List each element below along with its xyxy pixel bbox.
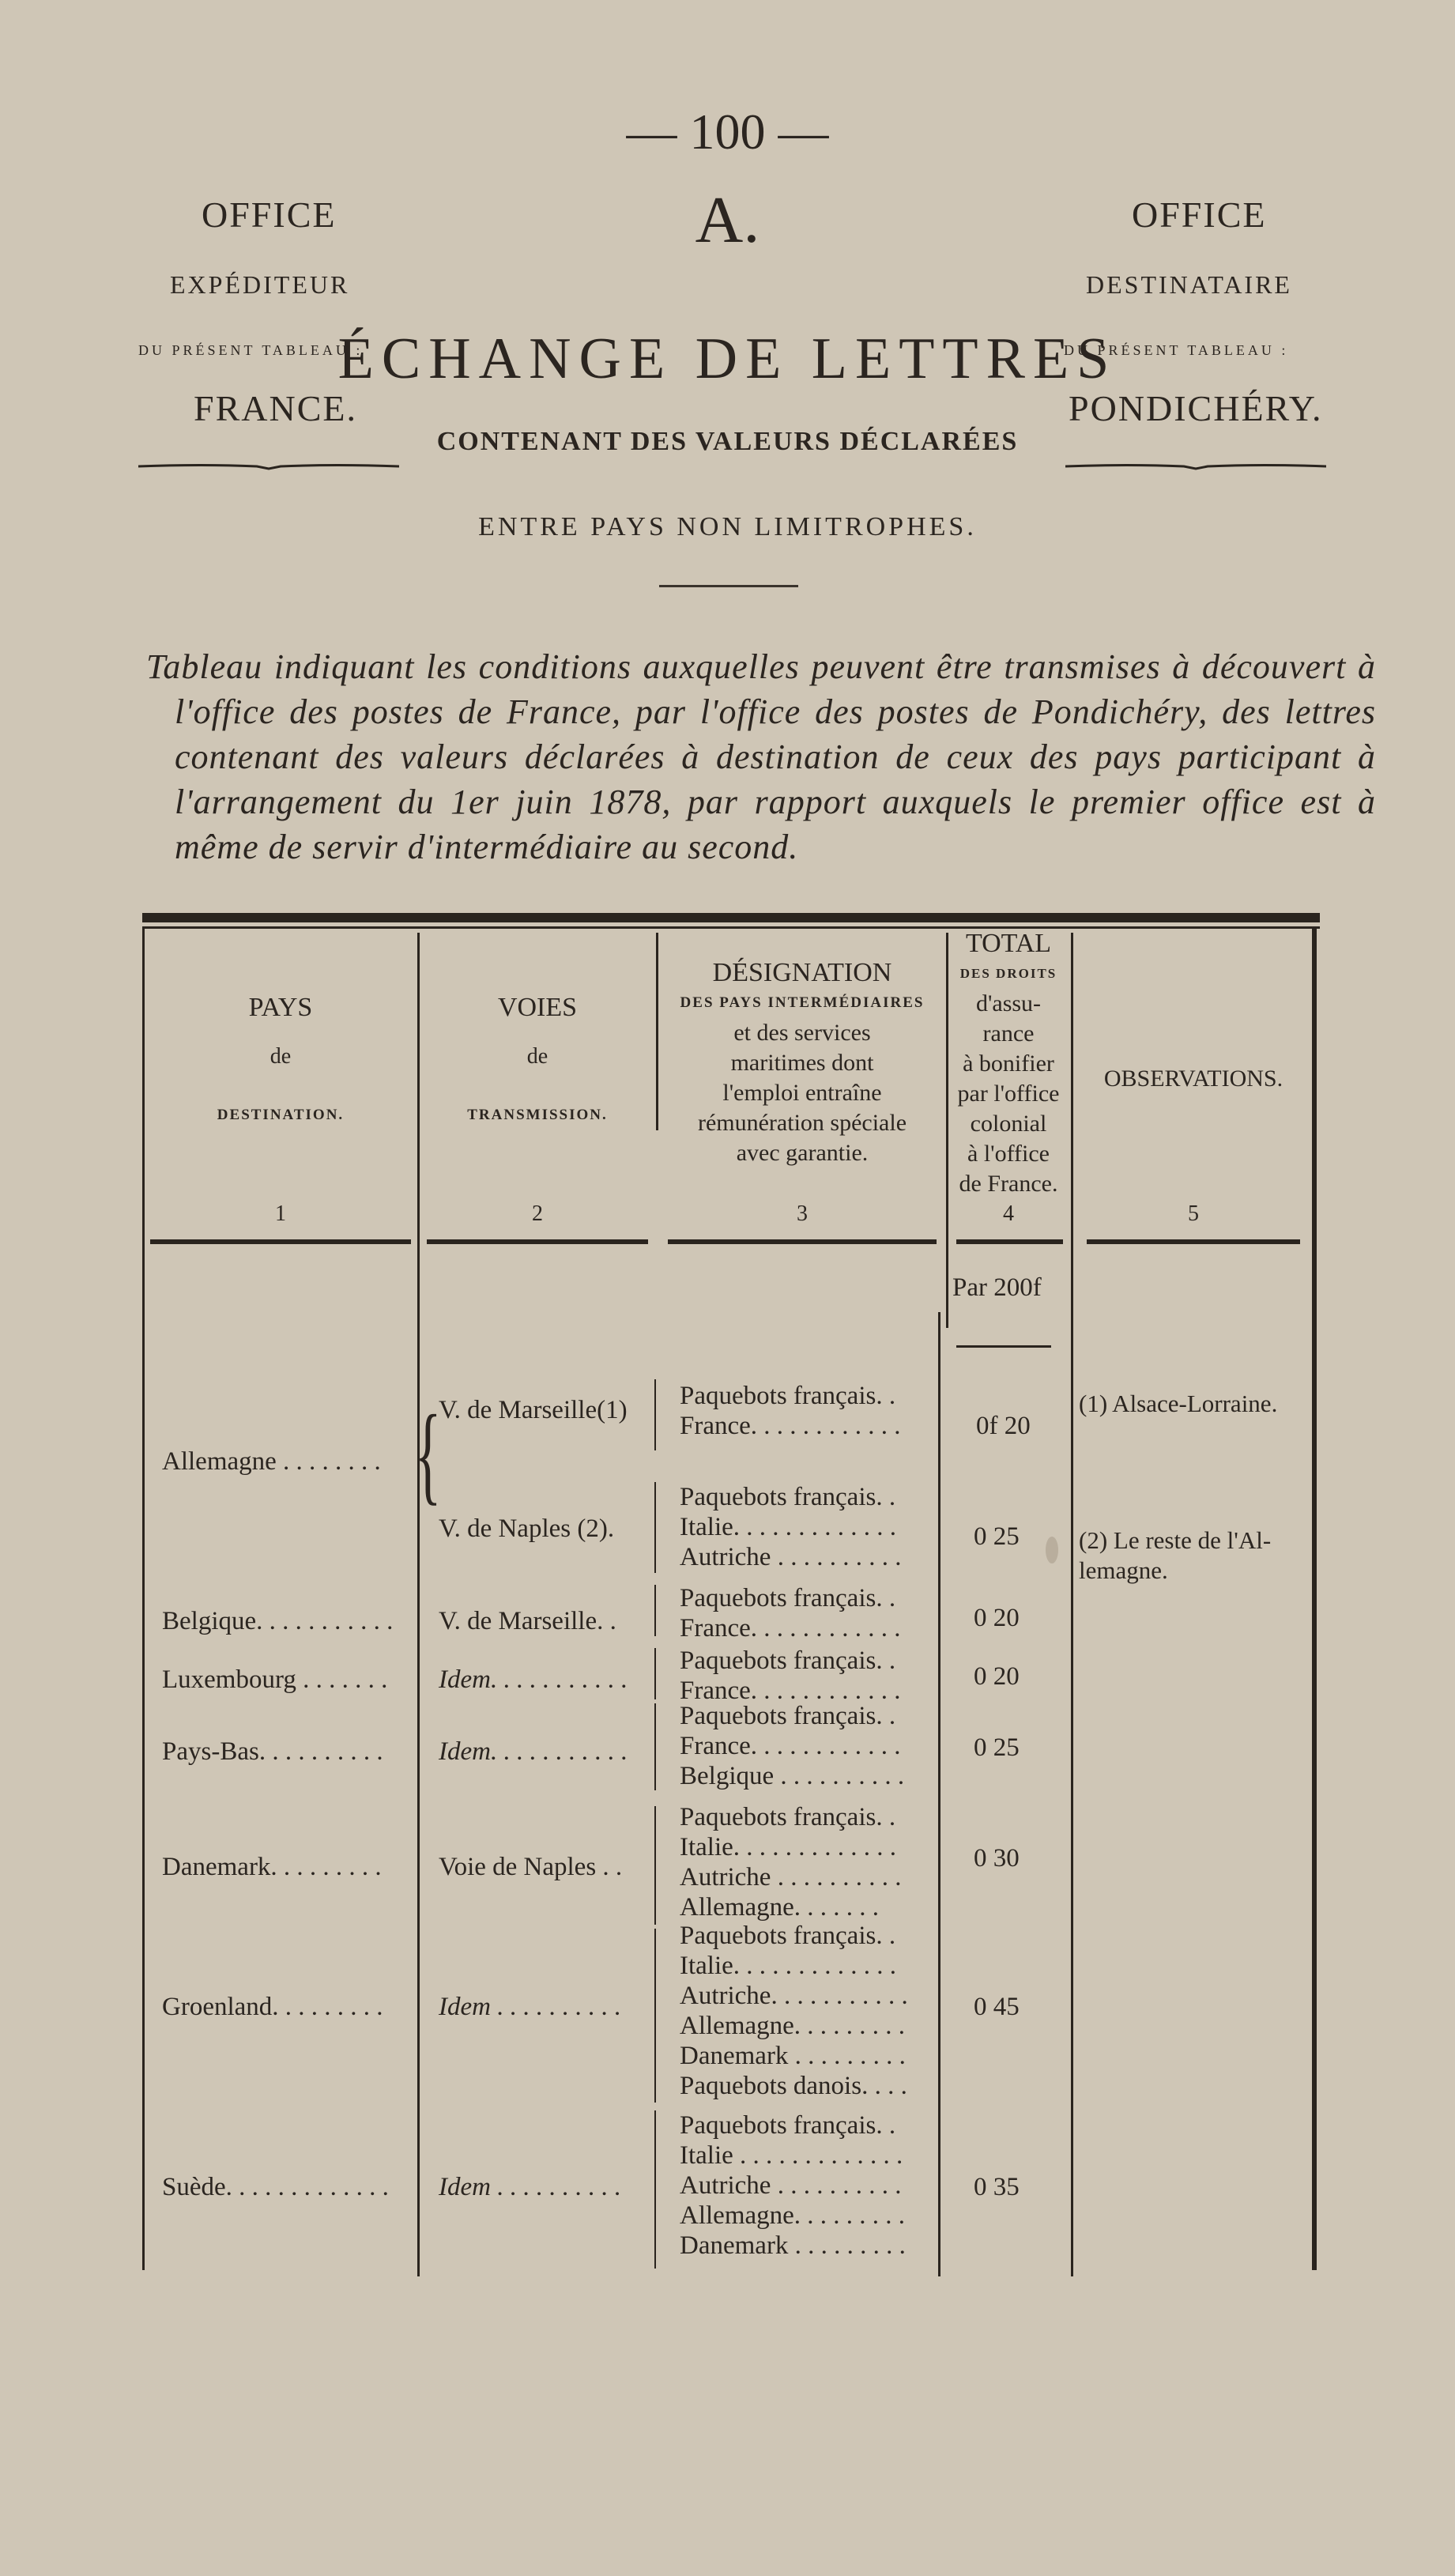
page-number: — 100 — — [626, 104, 829, 160]
cell-voie: V. de Naples (2). — [439, 1514, 615, 1543]
col3-header-line: et des services — [733, 1020, 871, 1046]
cell-inter-line: Allemagne. . . . . . . . . — [680, 2012, 906, 2040]
table-right-border — [1312, 926, 1317, 2270]
col3-header-line: DÉSIGNATION — [712, 958, 892, 987]
col4-header-line: à bonifier — [963, 1050, 1054, 1077]
left-swash-ornament — [138, 462, 399, 467]
col4-number: 4 — [1003, 1201, 1014, 1226]
brace-inter-2 — [654, 1482, 656, 1573]
cell-inter-line: Paquebots français. . — [680, 1646, 896, 1675]
ink-stain — [1046, 1537, 1058, 1563]
table-top-rule — [142, 913, 1320, 922]
cell-inter — [680, 1646, 901, 1706]
cell-inter — [680, 1381, 901, 1441]
intro-paragraph: Tableau indiquant les conditions auxquelles peuvent être transmises à découvert à l'office des postes de France, par l'office des postes de Pondichéry, des lettres contenant des valeurs déclarées à destination de ceux des pays participant à l'arrangement du 1er juin 1878, par rapport auxquels le premier office est à même de servir d'intermédiaire au second. — [146, 647, 1376, 866]
cell-inter-line: Autriche. . . . . . . . . . . — [680, 1982, 908, 2010]
right-swash-ornament — [1065, 462, 1326, 467]
page-subtitle: CONTENANT DES VALEURS DÉCLARÉES — [436, 427, 1019, 456]
cell-pays: Pays-Bas. . . . . . . . . . — [162, 1737, 383, 1766]
cell-inter-line: Danemark . . . . . . . . . — [680, 2042, 906, 2070]
cell-inter-line: Autriche . . . . . . . . . . — [680, 2171, 902, 2200]
col1-header-rule — [150, 1239, 411, 1244]
cell-pays: Danemark. . . . . . . . . — [162, 1853, 382, 1881]
cell-inter — [680, 1482, 901, 1572]
cell-inter-line: Paquebots français. . — [680, 1922, 896, 1950]
col3-header-line: maritimes dont — [730, 1050, 874, 1076]
cell-inter-line: Italie . . . . . . . . . . . . . — [680, 2141, 903, 2170]
brace-inter-7 — [654, 1929, 656, 2103]
cell-inter-line: Italie. . . . . . . . . . . . . — [680, 1513, 897, 1541]
col1-header-line: PAYS — [248, 993, 313, 1022]
cell-inter-line: Paquebots français. . — [680, 1803, 896, 1831]
cell-voie: V. de Marseille. . — [439, 1607, 616, 1635]
col4-header — [948, 929, 1069, 1199]
col5-header-rule — [1087, 1239, 1300, 1244]
cell-inter-line: Paquebots français. . — [680, 1584, 896, 1612]
cell-total: 0 30 — [974, 1844, 1020, 1873]
brace-inter-8 — [654, 2110, 656, 2269]
col4-header-line: par l'office — [957, 1081, 1060, 1107]
col4-header-line: rance — [982, 1020, 1035, 1047]
cell-inter-line: Danemark . . . . . . . . . — [680, 2231, 906, 2260]
left-office-label: OFFICE — [202, 194, 337, 235]
brace-inter-6 — [654, 1806, 656, 1925]
unit-note: Par 200f — [952, 1273, 1042, 1302]
page-subtitle-2: ENTRE PAYS NON LIMITROPHES. — [478, 512, 977, 541]
right-office-country: PONDICHÉRY. — [1069, 388, 1323, 428]
cell-inter-line: France. . . . . . . . . . . . — [680, 1412, 901, 1440]
left-office-note: DU PRÉSENT TABLEAU : — [138, 342, 364, 358]
col3-header-rule — [668, 1239, 937, 1244]
cell-total: 0 20 — [974, 1662, 1020, 1691]
section-letter: A. — [695, 183, 760, 257]
cell-voie: V. de Marseille(1) — [439, 1396, 628, 1424]
brace-inter-4 — [654, 1648, 656, 1699]
table-top-rule-thin — [142, 926, 1320, 929]
cell-inter — [680, 1802, 901, 1922]
page-title: ÉCHANGE DE LETTRES — [337, 326, 1118, 391]
cell-inter-line: Allemagne. . . . . . . — [680, 1893, 880, 1922]
cell-observation: (2) Le reste de l'Al- lemagne. — [1079, 1526, 1272, 1584]
cell-inter — [680, 2110, 906, 2261]
title-rule — [659, 585, 798, 587]
cell-voie: Idem . . . . . . . . . . — [439, 1993, 621, 2021]
col2-header-line: VOIES — [497, 993, 578, 1022]
col2-header — [423, 992, 652, 1131]
table-left-border — [142, 926, 145, 2270]
cell-voie: Idem . . . . . . . . . . — [439, 2173, 621, 2201]
brace-inter-5 — [654, 1703, 656, 1790]
col-divider-4 — [1071, 933, 1073, 2276]
cell-inter-line: Paquebots français. . — [680, 1483, 896, 1511]
col4-header-line: à l'office — [967, 1141, 1050, 1167]
cell-inter-line: Italie. . . . . . . . . . . . . — [680, 1833, 897, 1861]
col3-header-line: l'emploi entraîne — [722, 1080, 882, 1106]
col3-header-line: avec garantie. — [736, 1140, 869, 1166]
col5-header: OBSERVATIONS. — [1103, 1065, 1283, 1092]
col1-header-line: DESTINATION. — [217, 1107, 345, 1123]
unit-rule — [956, 1345, 1051, 1348]
cell-inter-line: Autriche . . . . . . . . . . — [680, 1543, 902, 1571]
cell-inter-line: Allemagne. . . . . . . . . — [680, 2201, 906, 2230]
cell-inter — [680, 1921, 908, 2101]
col-divider-2 — [656, 933, 658, 1130]
cell-voie: Idem. . . . . . . . . . . — [439, 1737, 628, 1766]
col4-header-line: colonial — [970, 1111, 1047, 1137]
col4-header-rule — [956, 1239, 1063, 1244]
col1-number: 1 — [275, 1201, 286, 1226]
cell-observation: (1) Alsace-Lorraine. — [1079, 1390, 1278, 1417]
cell-total: 0 45 — [974, 1993, 1020, 2021]
cell-total: 0 35 — [974, 2173, 1020, 2201]
cell-pays: Groenland. . . . . . . . . — [162, 1993, 383, 2021]
cell-total: 0f 20 — [976, 1412, 1031, 1440]
cell-pays: Allemagne . . . . . . . . — [162, 1447, 381, 1476]
cell-inter-line: Italie. . . . . . . . . . . . . — [680, 1952, 897, 1980]
col5-number: 5 — [1188, 1201, 1199, 1226]
cell-inter-line: Paquebots français. . — [680, 1702, 896, 1730]
col2-header-line: TRANSMISSION. — [467, 1107, 608, 1123]
col4-header-line: TOTAL — [965, 929, 1052, 958]
cell-inter-line: France. . . . . . . . . . . . — [680, 1614, 901, 1643]
col3-header — [660, 958, 944, 1168]
cell-inter — [680, 1583, 901, 1643]
col1-header-line: de — [270, 1044, 292, 1069]
cell-inter-line: Belgique . . . . . . . . . . — [680, 1762, 905, 1790]
cell-total: 0 25 — [974, 1522, 1020, 1551]
cell-inter-line: Paquebots danois. . . . — [680, 2072, 907, 2100]
col2-header-rule — [427, 1239, 648, 1244]
col4-header-line: d'assu- — [975, 990, 1042, 1016]
col4-header-line: DES DROITS — [959, 966, 1057, 981]
cell-inter-line: Paquebots français. . — [680, 1382, 896, 1410]
col4-header-line: de France. — [959, 1171, 1058, 1197]
cell-inter-line: Autriche . . . . . . . . . . — [680, 1863, 902, 1891]
cell-pays: Suède. . . . . . . . . . . . . — [162, 2173, 389, 2201]
left-office-role: EXPÉDITEUR — [170, 270, 350, 299]
col-divider-1 — [417, 933, 420, 2276]
cell-inter-line: France. . . . . . . . . . . . — [680, 1732, 901, 1760]
cell-voie: Voie de Naples . . — [439, 1853, 623, 1881]
col3-header-line: DES PAYS INTERMÉDIAIRES — [680, 994, 925, 1011]
brace-allemagne: { — [414, 1393, 442, 1515]
cell-inter-line: Paquebots français. . — [680, 2111, 896, 2140]
left-office-country: FRANCE. — [194, 388, 357, 428]
right-office-note: DU PRÉSENT TABLEAU : — [1064, 342, 1289, 358]
col3-header-line: rémunération spéciale — [697, 1110, 907, 1136]
right-office-label: OFFICE — [1132, 194, 1267, 235]
cell-total: 0 25 — [974, 1733, 1020, 1762]
cell-voie: Idem. . . . . . . . . . . — [439, 1665, 628, 1694]
col1-header — [150, 992, 411, 1131]
brace-inter-3 — [654, 1585, 656, 1636]
cell-total: 0 20 — [974, 1604, 1020, 1632]
right-office-role: DESTINATAIRE — [1086, 270, 1292, 299]
col-divider-3-lower — [938, 1312, 940, 2276]
col2-number: 2 — [532, 1201, 543, 1226]
cell-pays: Luxembourg . . . . . . . — [162, 1665, 388, 1694]
cell-pays: Belgique. . . . . . . . . . . — [162, 1607, 394, 1635]
cell-inter-line: France. . . . . . . . . . . . — [680, 1676, 901, 1705]
brace-inter-1 — [654, 1379, 656, 1450]
col3-number: 3 — [797, 1201, 808, 1226]
col2-header-line: de — [526, 1044, 548, 1069]
cell-inter — [680, 1701, 904, 1791]
